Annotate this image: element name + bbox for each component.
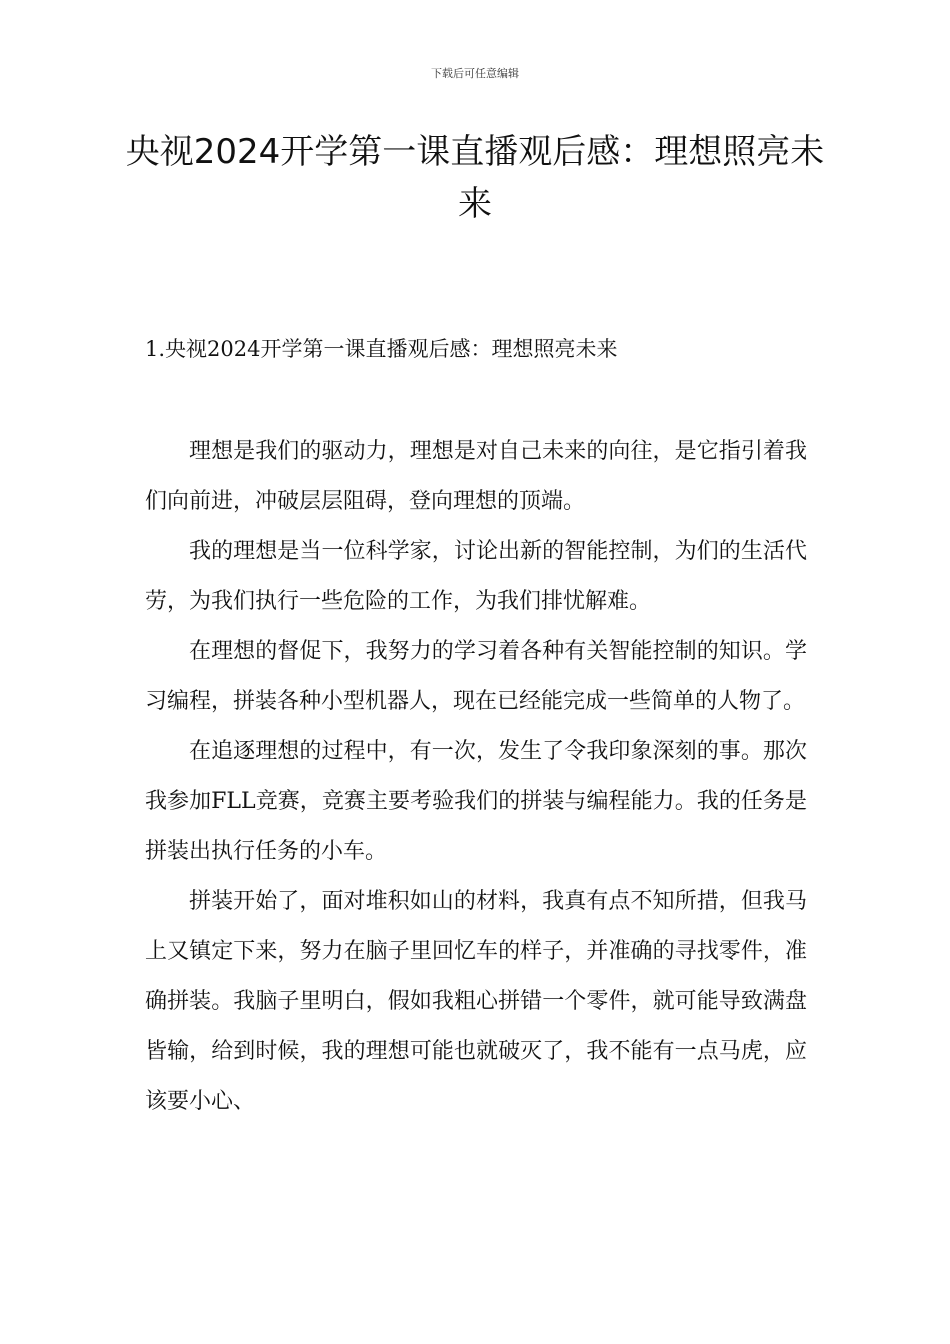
header-note: 下载后可任意编辑 [431, 67, 519, 80]
document-title: 央视2024开学第一课直播观后感：理想照亮未来 [125, 132, 825, 224]
paragraph-1: 理想是我们的驱动力，理想是对自己未来的向往，是它指引着我们向前进，冲破层层阻碍，登向理想的顶端。 [145, 439, 807, 514]
paragraph-5: 拼装开始了，面对堆积如山的材料，我真有点不知所措，但我马上又镇定下来，努力在脑子里回忆车的样子，并准确的寻找零件，准确拼装。我脑子里明白，假如我粗心拼错一个零件，就可能导致满盘皆输，给到时候，我的理想可能也就破灭了，我不能有一点马虎，应该要小心、 [145, 889, 807, 1114]
document-body [145, 427, 807, 1127]
paragraph-3: 在理想的督促下，我努力的学习着各种有关智能控制的知识。学习编程，拼装各种小型机器人，现在已经能完成一些简单的人物了。 [145, 639, 807, 714]
paragraph-2: 我的理想是当一位科学家，讨论出新的智能控制，为们的生活代劳，为我们执行一些危险的工作，为我们排忧解难。 [145, 539, 807, 614]
section-heading: 1.央视2024开学第一课直播观后感：理想照亮未来 [145, 337, 618, 361]
paragraph-4: 在追逐理想的过程中，有一次，发生了令我印象深刻的事。那次我参加FLL竞赛，竞赛主要考验我们的拼装与编程能力。我的任务是拼装出执行任务的小车。 [145, 739, 807, 864]
